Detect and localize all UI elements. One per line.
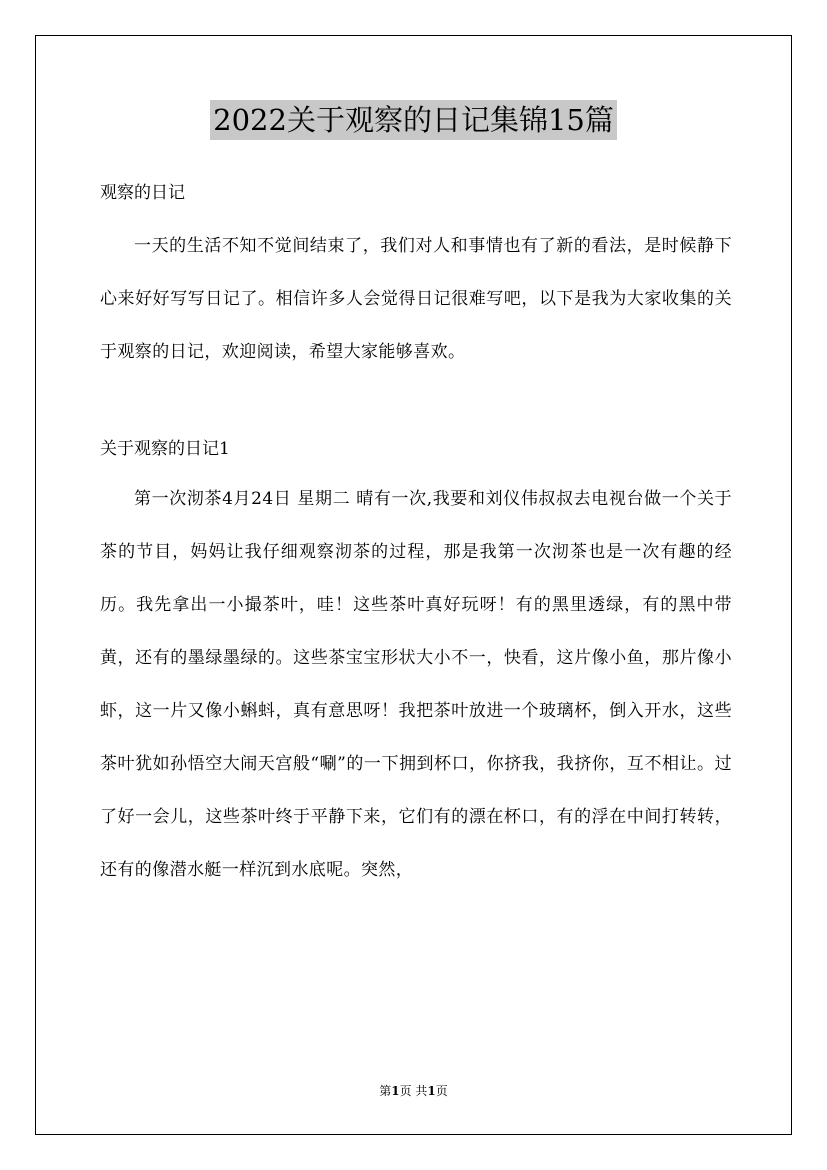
section-spacer: [100, 379, 732, 426]
footer-current-page: 1: [391, 1084, 400, 1098]
footer-suffix: 页: [435, 1084, 448, 1098]
footer-total-pages: 1: [427, 1084, 436, 1098]
diary-1-paragraph: 第一次沏茶4月24日 星期二 晴有一次,我要和刘仪伟叔叔去电视台做一个关于茶的节目，妈妈让我仔细观察沏茶的过程，那是我第一次沏茶也是一次有趣的经历。我先拿出一小撮茶叶，哇！这些茶叶真好玩呀！有的黑里透绿，有的黑中带黄，还有的墨绿墨绿的。这些茶宝宝形状大小不一，快看，这片像小鱼，那片像小虾，这一片又像小蝌蚪，真有意思呀！我把茶叶放进一个玻璃杯，倒入开水，这些茶叶犹如孙悟空大闹天宫般“唰”的一下拥到杯口，你挤我，我挤你，互不相让。过了好一会儿，这些茶叶终于平静下来，它们有的漂在杯口，有的浮在中间打转转，还有的像潜水艇一样沉到水底呢。突然，: [100, 489, 732, 880]
footer-prefix: 第: [379, 1084, 392, 1098]
diary-1-heading: 关于观察的日记1: [100, 439, 230, 459]
document-body: [100, 170, 732, 897]
intro-paragraph: 一天的生活不知不觉间结束了，我们对人和事情也有了新的看法，是时候静下心来好好写写日记了。相信许多人会觉得日记很难写吧，以下是我为大家收集的关于观察的日记，欢迎阅读，希望大家能够喜欢。: [100, 236, 732, 362]
document-title: 2022关于观察的日记集锦15篇: [210, 100, 617, 140]
footer-mid: 页 共: [399, 1084, 428, 1098]
intro-heading: 观察的日记: [100, 183, 185, 203]
page-footer: [0, 1083, 827, 1099]
title-container: [0, 100, 827, 140]
